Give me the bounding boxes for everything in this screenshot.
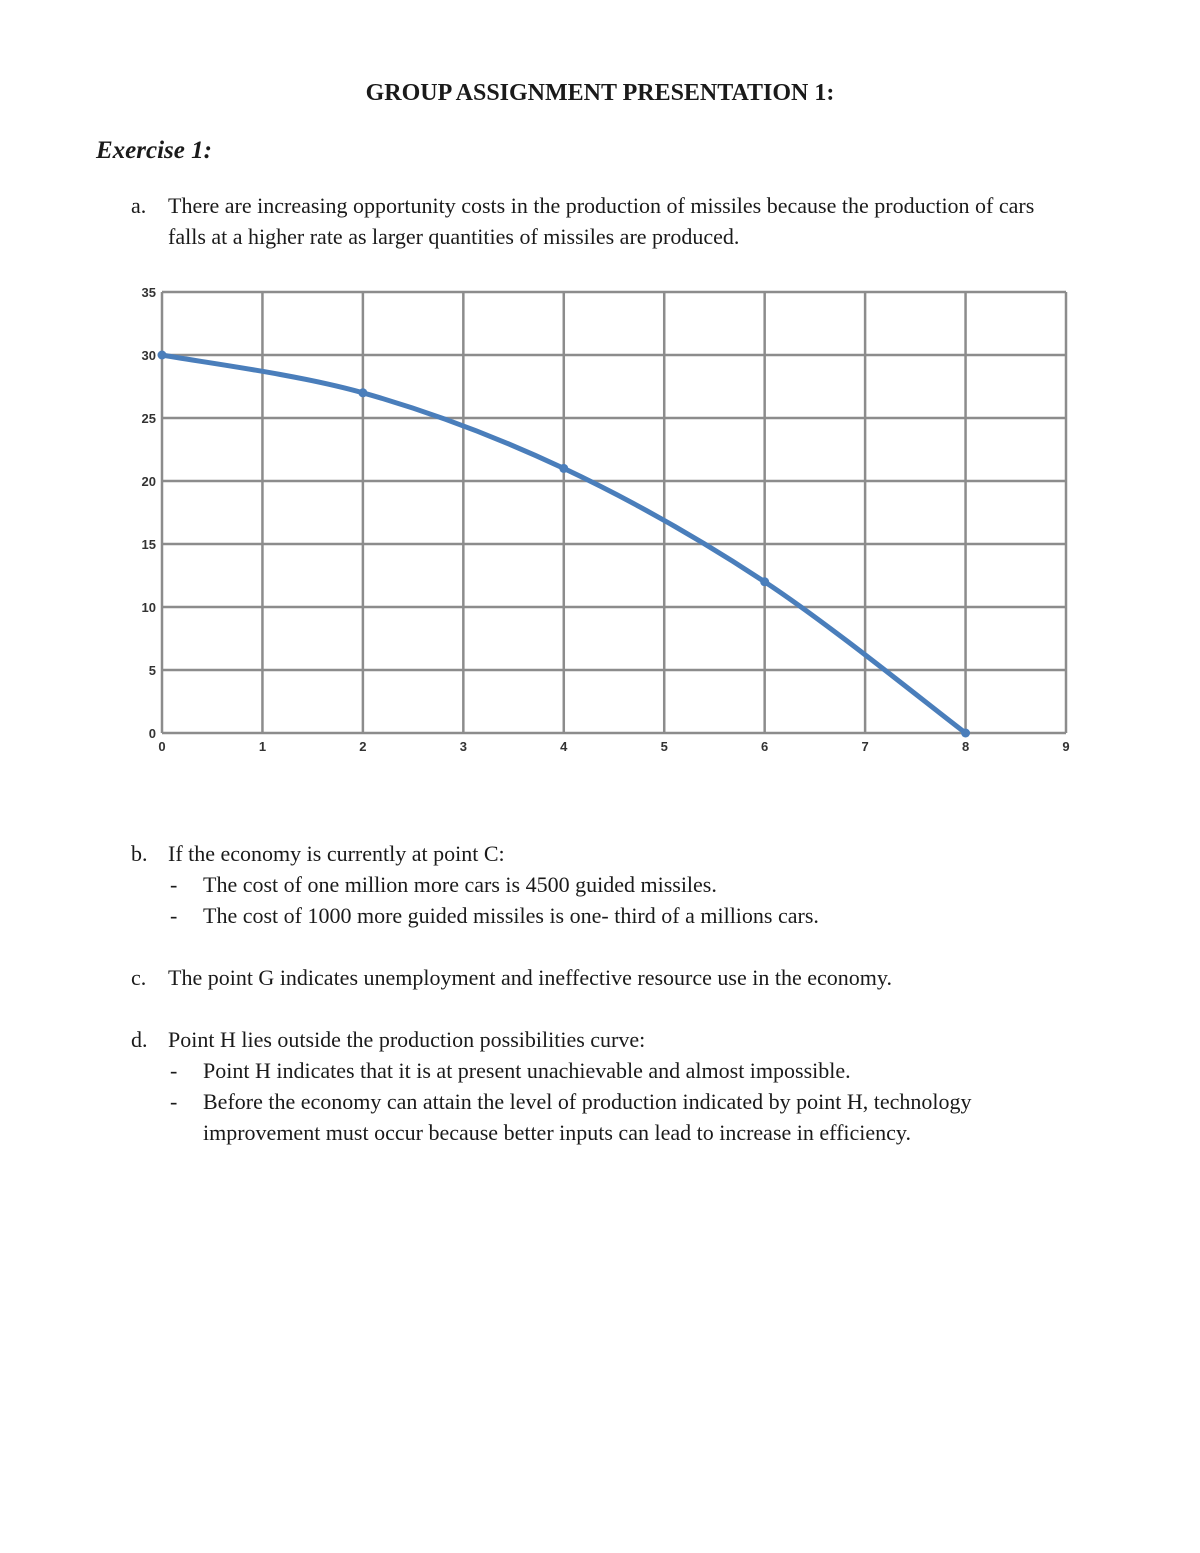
x-tick-label: 3 <box>459 739 467 754</box>
y-tick-label: 25 <box>141 411 156 426</box>
ppc-chart <box>110 270 1090 770</box>
x-tick-label: 1 <box>258 739 267 754</box>
part-a-line-2: falls at a higher rate as larger quantities of missiles are produced. <box>168 224 740 249</box>
chart-grid <box>162 292 1066 733</box>
y-tick-label: 35 <box>141 285 156 300</box>
part-b-bullet-2-dash: - <box>170 903 178 928</box>
exercise-heading: Exercise 1: <box>96 137 212 164</box>
part-a-marker: a. <box>131 193 147 218</box>
part-d-bullet-2-dash: - <box>170 1089 178 1114</box>
x-tick-label: 6 <box>761 739 769 754</box>
y-tick-label: 30 <box>141 348 156 363</box>
data-point <box>961 729 970 738</box>
x-tick-label: 9 <box>1062 739 1070 754</box>
data-point <box>358 388 367 397</box>
x-tick-label: 4 <box>560 739 568 754</box>
x-tick-label: 7 <box>861 739 869 754</box>
data-point <box>559 464 568 473</box>
y-tick-label: 0 <box>148 726 156 741</box>
part-b-bullet-2: The cost of 1000 more guided missiles is one- third of a millions cars. <box>203 903 819 928</box>
data-point <box>158 351 167 360</box>
part-c-line-1: The point G indicates unemployment and ineffective resource use in the economy. <box>168 965 892 990</box>
y-tick-label: 5 <box>148 663 156 678</box>
x-tick-label: 2 <box>359 739 367 754</box>
part-b-line-1: If the economy is currently at point C: <box>168 841 505 866</box>
page-title: GROUP ASSIGNMENT PRESENTATION 1: <box>365 80 835 106</box>
part-d-line-1: Point H lies outside the production possibilities curve: <box>168 1027 646 1052</box>
part-b-bullet-1: The cost of one million more cars is 4500 guided missiles. <box>203 872 717 897</box>
part-d-bullet-1: Point H indicates that it is at present unachievable and almost impossible. <box>203 1058 851 1083</box>
y-tick-label: 20 <box>141 474 156 489</box>
x-tick-label: 8 <box>961 739 970 754</box>
part-d-bullet-2-line-1: Before the economy can attain the level of production indicated by point H, technology <box>203 1089 972 1114</box>
part-c-marker: c. <box>131 965 147 990</box>
part-d-bullet-1-dash: - <box>170 1058 178 1083</box>
data-point <box>760 577 769 586</box>
x-tick-label: 5 <box>660 739 668 754</box>
part-d-bullet-2-line-2: improvement must occur because better inputs can lead to increase in efficiency. <box>203 1120 911 1145</box>
y-tick-label: 15 <box>141 537 156 552</box>
x-tick-label: 0 <box>158 739 166 754</box>
y-tick-label: 10 <box>141 600 156 615</box>
part-b-bullet-1-dash: - <box>170 872 178 897</box>
part-b-marker: b. <box>131 841 148 866</box>
part-a-line-1: There are increasing opportunity costs in the production of missiles because the production of cars <box>168 193 1035 218</box>
part-d-marker: d. <box>131 1027 148 1052</box>
